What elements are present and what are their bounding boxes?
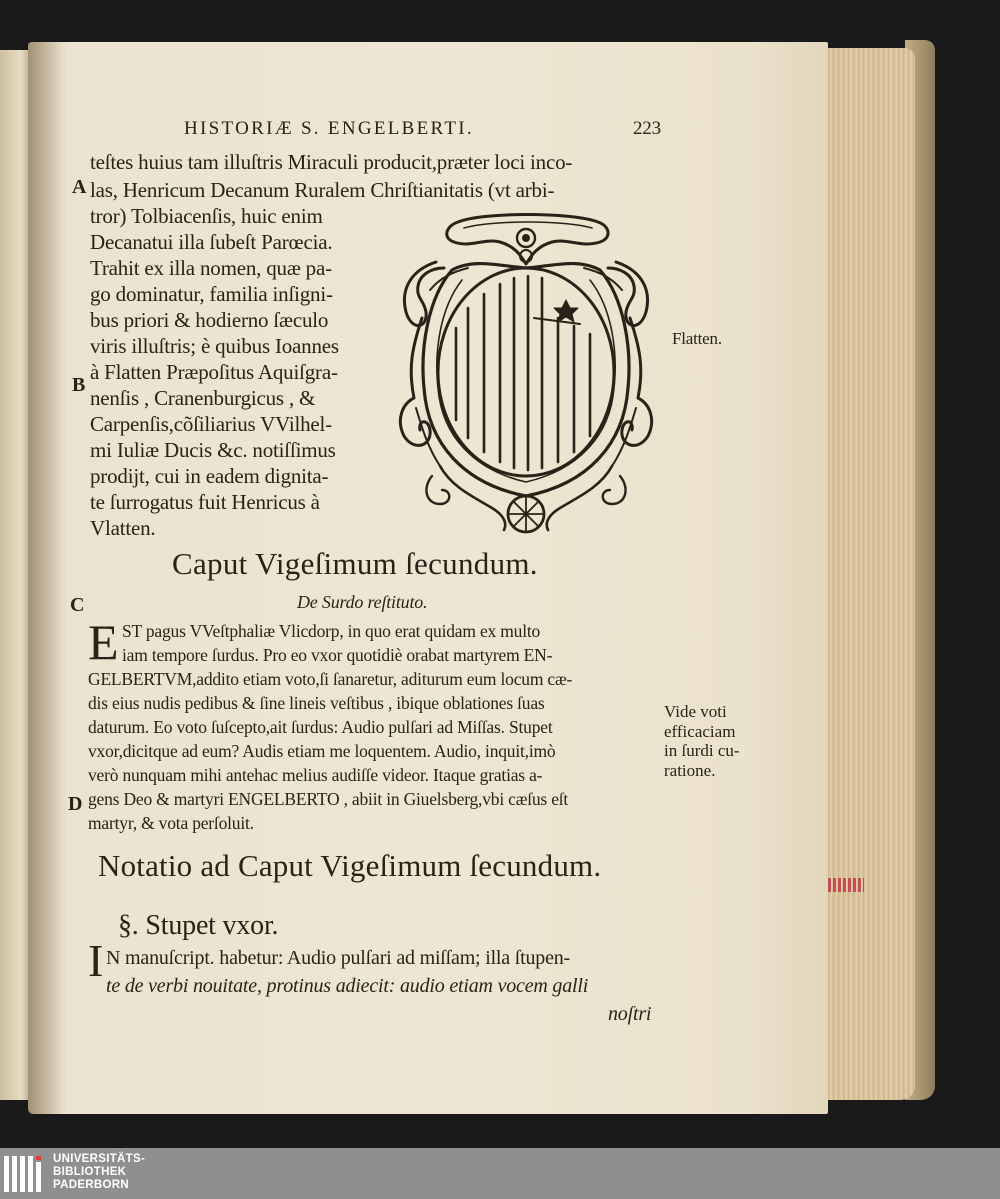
text-line: verò nunquam mihi antehac melius audiſſe videor. Itaque gratias a- [88, 765, 543, 785]
section-mark-d: D [68, 793, 83, 815]
text-line: mi Iuliæ Ducis &c. notiſſimus [90, 438, 336, 462]
coat-of-arms-woodcut [392, 208, 660, 538]
library-name [53, 1153, 145, 1192]
chapter-dropcap: E [88, 614, 119, 670]
gutter-shadow [28, 42, 68, 1114]
section-mark-b: B [72, 374, 86, 396]
margin-note-line: in ſurdi cu- [664, 741, 740, 761]
section-mark-c: C [70, 594, 85, 616]
text-line: nenſis , Cranenburgicus , & [90, 386, 316, 410]
coat-of-arms-label: Flatten. [672, 329, 722, 348]
margin-note-line: efficaciam [664, 721, 736, 741]
notatio-dropcap: I [88, 935, 104, 986]
text-line: gens Deo & martyri ENGELBERTO , abiit in Giuelsberg,vbi cæſus eſt [88, 789, 569, 809]
text-line: te ſurrogatus fuit Henricus à [90, 490, 320, 514]
page-number: 223 [633, 118, 661, 139]
catchword: noſtri [608, 1003, 652, 1025]
notatio-title: Notatio ad Caput Vigeſimum ſecundum. [98, 848, 602, 883]
text-line: Trahit ex illa nomen, quæ pa- [90, 256, 332, 280]
text-line: viris illuſtris; è quibus Ioannes [90, 334, 339, 358]
library-name-line: UNIVERSITÄTS- [53, 1153, 146, 1165]
library-logo-icon [2, 1152, 46, 1196]
red-edge-stamp [828, 878, 864, 892]
text-line: dis eius nudis pedibus & ſine lineis veſtibus , ibique oblationes ſuas [88, 693, 545, 713]
running-head: HISTORIÆ S. ENGELBERTI. [184, 118, 474, 139]
text-line: daturum. Eo voto ſuſcepto,ait ſurdus: Audio pulſari ad Miſſas. Stupet [88, 717, 553, 737]
margin-note-line: ratione. [664, 760, 716, 780]
text-line: bus priori & hodierno ſæculo [90, 308, 329, 332]
text-line: GELBERTVM,addito etiam voto,ſi ſanaretur, aditurum eum locum cæ- [88, 669, 573, 689]
text-line: à Flatten Præpoſitus Aquiſgra- [90, 360, 338, 384]
text-line: Vlatten. [90, 516, 156, 540]
margin-note-line: Vide voti [664, 702, 727, 721]
library-banner [0, 1148, 1000, 1199]
text-line: N manuſcript. habetur: Audio pulſari ad miſſam; illa ſtupen- [106, 947, 571, 969]
text-line: ST pagus VVeſtphaliæ Vlicdorp, in quo erat quidam ex multo [122, 621, 541, 641]
chapter-subtitle: De Surdo reſtituto. [297, 592, 428, 612]
chapter-title: Caput Vigeſimum ſecundum. [172, 546, 538, 581]
text-line: las, Henricum Decanum Ruralem Chriſtianitatis (vt arbi- [90, 178, 555, 202]
text-line: prodijt, cui in eadem dignita- [90, 464, 329, 488]
text-line: Decanatui illa ſubeſt Parœcia. [90, 230, 333, 254]
text-line: iam tempore ſurdus. Pro eo vxor quotidiè orabat martyrem EN- [122, 645, 553, 665]
text-line: Carpenſis,cõſiliarius VVilhel- [90, 412, 332, 436]
section-heading: §. Stupet vxor. [118, 910, 279, 941]
facing-page-edge [0, 50, 30, 1100]
text-line: vxor,dicitque ad eum? Audis etiam me loquentem. Audio, inquit,imò [88, 741, 556, 761]
text-line: tror) Tolbiacenſis, huic enim [90, 204, 323, 228]
text-line: te de verbi nouitate, protinus adiecit: audio etiam vocem galli [106, 975, 589, 997]
text-line: teſtes huius tam illuſtris Miraculi producit,præter loci inco- [90, 150, 573, 174]
library-name-line: PADERBORN [53, 1179, 129, 1191]
section-mark-a: A [72, 176, 87, 198]
text-line: go dominatur, familia inſigni- [90, 282, 333, 306]
library-name-line: BIBLIOTHEK [53, 1166, 127, 1178]
margin-note [664, 702, 740, 780]
text-line: martyr, & vota perſoluit. [88, 813, 254, 833]
